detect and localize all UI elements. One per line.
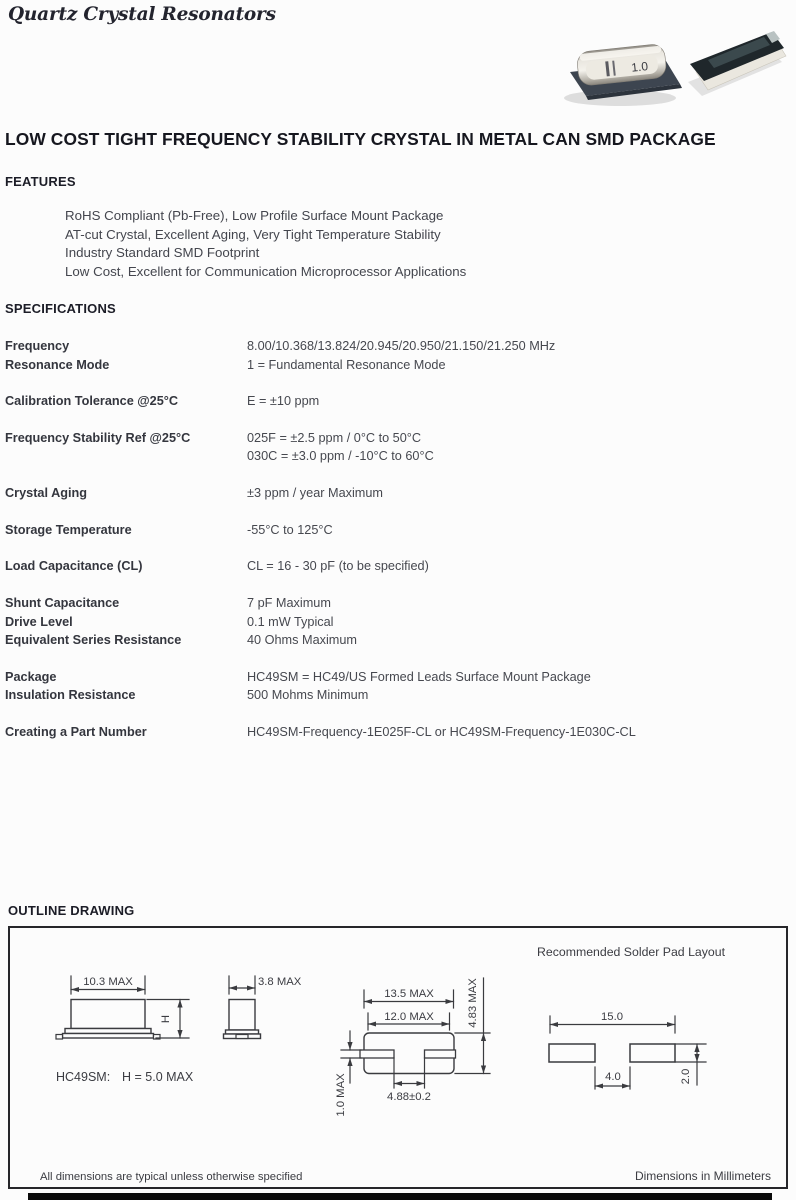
spec-group	[5, 392, 785, 411]
specifications-heading: SPECIFICATIONS	[5, 301, 116, 316]
spec-group	[5, 484, 785, 503]
dim-label-lead-span: 4.88±0.2	[387, 1091, 431, 1103]
spec-value: 030C = ±3.0 ppm / -10°C to 60°C	[247, 449, 434, 464]
spec-row	[5, 723, 785, 742]
spec-label: Frequency Stability Ref @25°C	[5, 430, 191, 445]
dim-label-pad-gap: 4.0	[605, 1071, 621, 1083]
spec-value: 0.1 mW Typical	[247, 614, 334, 629]
page-title: LOW COST TIGHT FREQUENCY STABILITY CRYSTAL IN METAL CAN SMD PACKAGE	[5, 129, 716, 149]
spec-group	[5, 594, 785, 650]
product-photos-image	[556, 20, 796, 112]
spec-label: Frequency	[5, 339, 70, 353]
spec-group	[5, 521, 785, 540]
outline-heading: OUTLINE DRAWING	[8, 903, 135, 918]
spec-row	[5, 613, 785, 632]
dim-label-pad-overall: 15.0	[601, 1011, 623, 1023]
photo-crystal-metal-can	[564, 43, 682, 106]
spec-label: Insulation Resistance	[5, 688, 136, 703]
spec-group	[5, 429, 785, 466]
spec-group	[5, 723, 785, 742]
spec-value: 8.00/10.368/13.824/20.945/20.950/21.150/21.250 MHz	[247, 339, 556, 353]
spec-row	[5, 557, 785, 576]
spec-row	[5, 484, 785, 503]
spec-value: ±3 ppm / year Maximum	[247, 486, 383, 501]
spec-label: Storage Temperature	[5, 522, 132, 537]
spec-row	[5, 447, 785, 466]
spec-group	[5, 557, 785, 576]
outline-note-left: All dimensions are typical unless otherwise specified	[40, 1171, 303, 1183]
feature-item: RoHS Compliant (Pb-Free), Low Profile Surface Mount Package	[65, 208, 444, 223]
feature-item: Industry Standard SMD Footprint	[65, 245, 260, 261]
feature-item: AT-cut Crystal, Excellent Aging, Very Tight Temperature Stability	[65, 226, 441, 242]
dim-label-outer-width: 13.5 MAX	[384, 988, 434, 1000]
dim-label-pad-height: 2.0	[680, 1068, 692, 1085]
spec-value: CL = 16 - 30 pF (to be specified)	[247, 559, 429, 574]
spec-row	[5, 594, 785, 613]
spec-group	[5, 668, 785, 705]
spec-value: E = ±10 ppm	[247, 394, 320, 409]
spec-value: 7 pF Maximum	[247, 596, 331, 611]
spec-label: Load Capacitance (CL)	[5, 559, 143, 574]
spec-value: -55°C to 125°C	[247, 522, 333, 537]
spec-label	[5, 447, 247, 466]
spec-value: HC49SM = HC49/US Formed Leads Surface Mount Package	[247, 669, 591, 684]
spec-value: 025F = ±2.5 ppm / 0°C to 50°C	[247, 430, 422, 445]
side-view-caption-value: H = 5.0 MAX	[122, 1070, 194, 1084]
features-heading: FEATURES	[5, 174, 76, 189]
photo-part-marking: 1.0	[630, 59, 649, 75]
spec-label: Shunt Capacitance	[5, 596, 120, 611]
dim-label-end-width: 3.8 MAX	[258, 976, 302, 988]
spec-row	[5, 356, 785, 375]
outline-drawing-box	[8, 926, 788, 1189]
features-list	[65, 207, 466, 281]
spec-label: Creating a Part Number	[5, 725, 147, 739]
spec-row	[5, 392, 785, 411]
spec-value: 500 Mohms Minimum	[247, 688, 369, 703]
brand-title: Quartz Crystal Resonators	[8, 4, 276, 25]
spec-label: Crystal Aging	[5, 486, 88, 501]
dim-label-body-height: 4.83 MAX	[467, 978, 479, 1028]
product-photos	[556, 20, 796, 117]
end-view-drawing	[224, 976, 261, 1039]
feature-item: Low Cost, Excellent for Communication Microprocessor Applications	[65, 263, 467, 279]
spec-row	[5, 429, 785, 448]
spec-row	[5, 686, 785, 705]
spec-group	[5, 337, 785, 374]
spec-label: Package	[5, 669, 57, 684]
photo-crystal-angled	[688, 31, 786, 96]
spec-row	[5, 631, 785, 650]
spec-label: Equivalent Series Resistance	[5, 633, 182, 648]
spec-label: Calibration Tolerance @25°C	[5, 394, 179, 409]
page-bottom-bar	[28, 1193, 772, 1200]
spec-value: 40 Ohms Maximum	[247, 633, 357, 648]
solder-pad-title: Recommended Solder Pad Layout	[537, 945, 725, 959]
spec-value: HC49SM-Frequency-1E025F-CL or HC49SM-Frequency-1E030C-CL	[247, 725, 636, 739]
spec-row	[5, 521, 785, 540]
outline-drawing	[10, 928, 786, 1187]
spec-label: Drive Level	[5, 614, 73, 629]
dim-label-side-width: 10.3 MAX	[83, 976, 133, 988]
dim-label-height-symbol: H	[160, 1014, 172, 1024]
spec-table	[5, 337, 785, 760]
dim-label-inner-width: 12.0 MAX	[384, 1011, 434, 1023]
spec-row	[5, 668, 785, 687]
spec-label: Resonance Mode	[5, 357, 110, 372]
spec-row	[5, 337, 785, 356]
dim-label-lead-thickness: 1.0 MAX	[335, 1073, 347, 1117]
outline-note-right: Dimensions in Millimeters	[634, 1169, 771, 1183]
side-view-caption-name: HC49SM:	[56, 1070, 111, 1084]
spec-value: 1 = Fundamental Resonance Mode	[247, 357, 446, 372]
